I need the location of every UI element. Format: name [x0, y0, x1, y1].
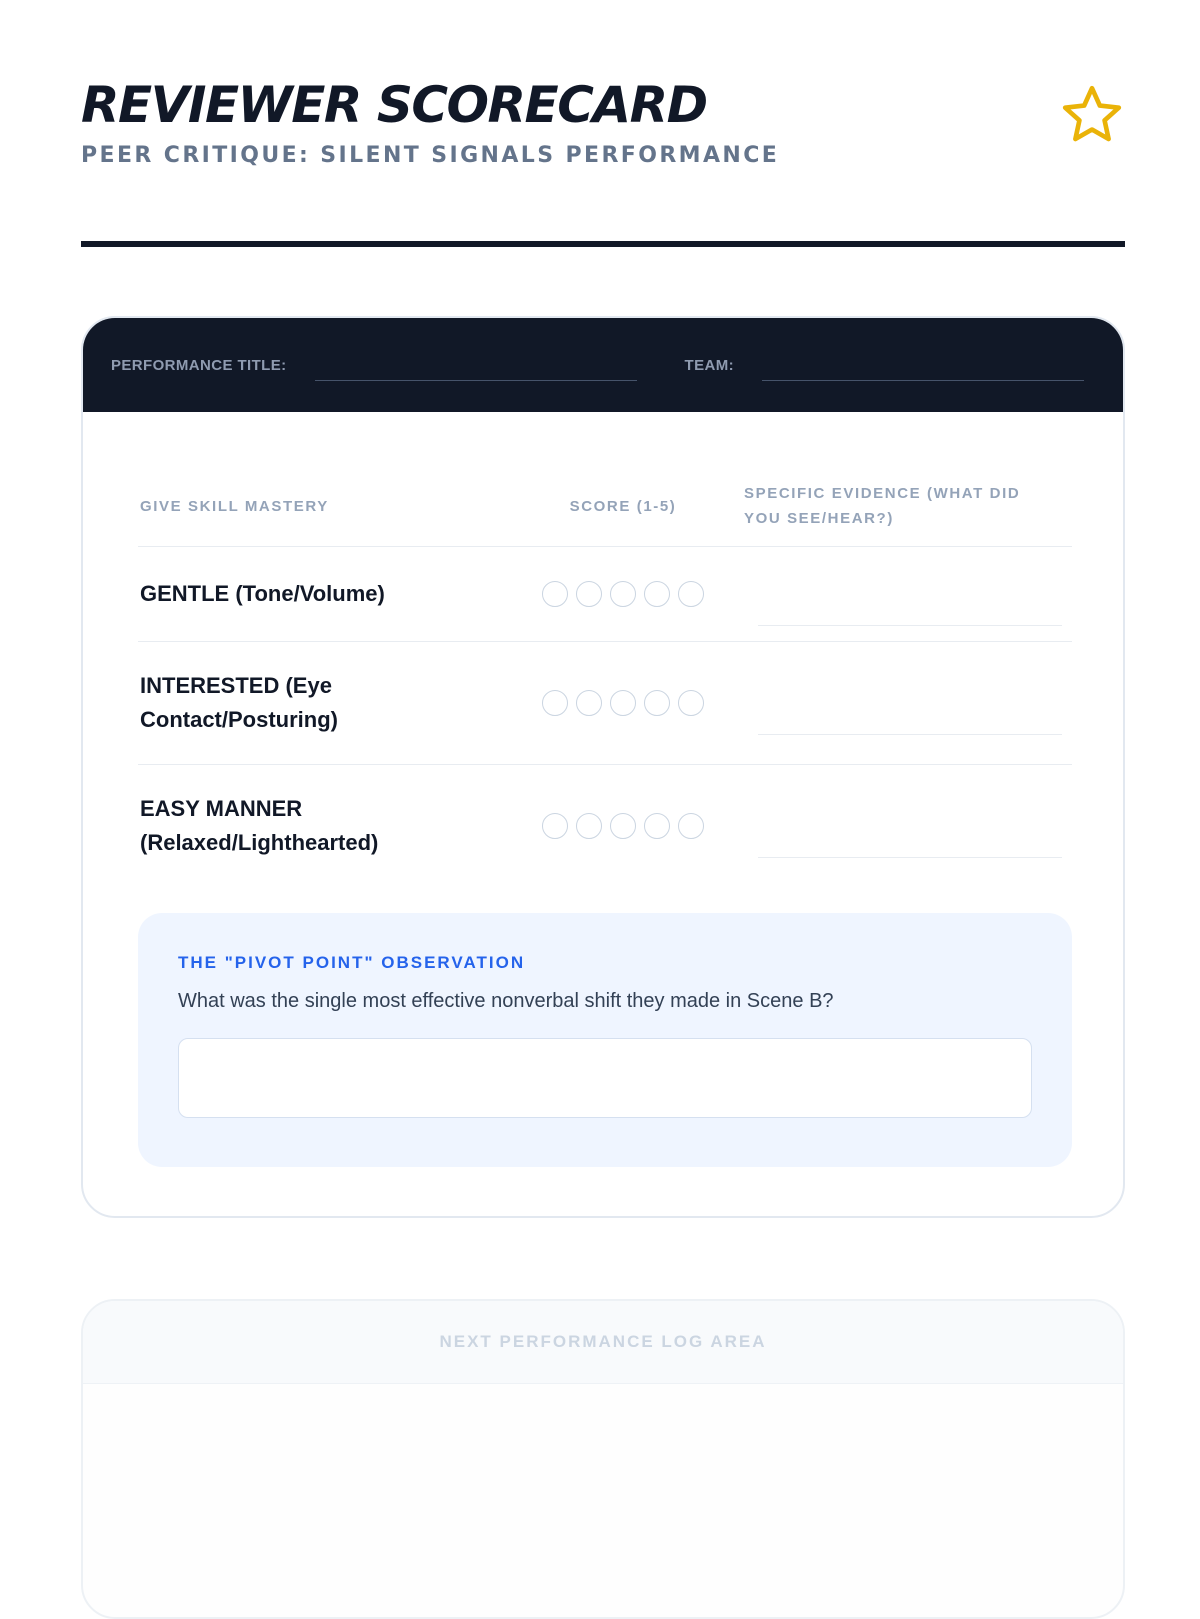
next-performance-header	[83, 1301, 1123, 1384]
table-row	[138, 547, 1072, 642]
column-header-skill: GIVE SKILL MASTERY	[140, 497, 329, 515]
score-rating	[516, 690, 730, 716]
pivot-point-input[interactable]	[178, 1038, 1032, 1118]
column-header-score: SCORE (1-5)	[569, 497, 677, 515]
table-row	[138, 765, 1072, 887]
score-option-1[interactable]	[542, 690, 568, 716]
score-option-4[interactable]	[644, 690, 670, 716]
score-option-5[interactable]	[678, 690, 704, 716]
score-option-1[interactable]	[542, 813, 568, 839]
performance-title-field[interactable]	[315, 350, 637, 381]
score-option-5[interactable]	[678, 813, 704, 839]
table-header	[138, 466, 1072, 547]
evidence-cell	[730, 563, 1072, 626]
evidence-field[interactable]	[758, 817, 1062, 858]
score-option-2[interactable]	[576, 813, 602, 839]
score-rating	[516, 581, 730, 607]
team-label: TEAM:	[684, 356, 735, 374]
score-rating	[516, 813, 730, 839]
skill-label: GENTLE (Tone/Volume)	[140, 581, 385, 606]
evidence-cell	[730, 795, 1072, 858]
page-title: REVIEWER SCORECARD	[81, 76, 707, 134]
score-option-5[interactable]	[678, 581, 704, 607]
pivot-point-title: THE "PIVOT POINT" OBSERVATION	[178, 953, 526, 972]
scorecard-header	[81, 78, 1125, 168]
card-header	[83, 318, 1123, 412]
page-subtitle: PEER CRITIQUE: SILENT SIGNALS PERFORMANCE	[81, 143, 780, 168]
score-option-3[interactable]	[610, 581, 636, 607]
evidence-field[interactable]	[758, 585, 1062, 626]
score-option-3[interactable]	[610, 690, 636, 716]
score-option-4[interactable]	[644, 813, 670, 839]
next-performance-card	[81, 1299, 1125, 1619]
scorecard-card	[81, 316, 1125, 1218]
next-performance-title: NEXT PERFORMANCE LOG AREA	[439, 1332, 767, 1351]
score-option-2[interactable]	[576, 581, 602, 607]
score-option-4[interactable]	[644, 581, 670, 607]
score-option-2[interactable]	[576, 690, 602, 716]
pivot-point-question: What was the single most effective nonverbal shift they made in Scene B?	[178, 990, 834, 1012]
pivot-point-box	[138, 913, 1072, 1167]
header-divider	[81, 241, 1125, 247]
skills-table	[138, 466, 1072, 887]
table-row	[138, 642, 1072, 765]
score-option-3[interactable]	[610, 813, 636, 839]
skill-label: EASY MANNER (Relaxed/Lighthearted)	[140, 796, 379, 855]
performance-title-label: PERFORMANCE TITLE:	[111, 356, 287, 374]
column-header-evidence: SPECIFIC EVIDENCE (WHAT DID YOU SEE/HEAR?)	[744, 485, 1021, 527]
score-option-1[interactable]	[542, 581, 568, 607]
evidence-cell	[730, 672, 1072, 735]
star-icon	[1059, 82, 1125, 148]
skill-label: INTERESTED (Eye Contact/Posturing)	[140, 673, 338, 732]
team-field[interactable]	[762, 350, 1084, 381]
evidence-field[interactable]	[758, 694, 1062, 735]
